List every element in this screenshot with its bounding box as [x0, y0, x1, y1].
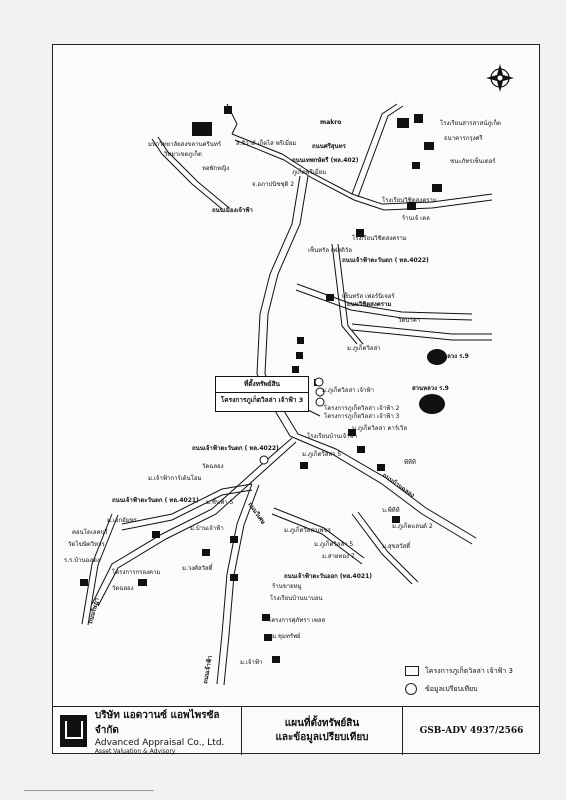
label-project-g: โครงการศุภัทรา เพลส	[268, 617, 326, 624]
building-icon	[377, 464, 385, 471]
label-road-4022-b: ถนนเจ้าฟ้าตะวันตก ( ทล.4022)	[192, 445, 279, 452]
map-title-line2: และข้อมูลเปรียบเทียบ	[275, 732, 369, 743]
document-code: GSB-ADV 4937/2566	[419, 726, 524, 736]
label-road-4022-a: ถนนเจ้าฟ้าตะวันตก ( ทล.4022)	[342, 257, 429, 264]
label-makro: makro	[320, 119, 342, 126]
location-map[interactable]	[52, 44, 540, 706]
subject-building-icon	[405, 666, 419, 676]
building-icon	[202, 549, 210, 556]
label-road-kathu: ถนนวิชิตสงคราม	[347, 301, 392, 308]
label-project-2: โครงการภูเก็ตวิลล่า เจ้าฟ้า 2	[324, 405, 400, 412]
label-project-kk: โครงการกรองคาม	[112, 569, 161, 576]
label-jbrakon: จ.อภาปนิชชุติ 2	[252, 181, 295, 188]
building-icon	[392, 516, 400, 523]
label-village-h: ม.ชุมทรัพย์	[272, 633, 301, 640]
building-icon	[230, 536, 238, 543]
label-road-chalong: ถนนบ้านฉลอง	[380, 471, 416, 500]
building-icon	[224, 106, 232, 114]
label-village-9: ม.บ้านเจ้าฟ้า	[190, 525, 224, 532]
label-school: โรงเรียนสารสาสน์ภูเก็ต	[440, 120, 501, 127]
building-icon	[412, 162, 420, 169]
building-icon	[424, 142, 434, 150]
label-temple: วัดนาคา	[398, 317, 421, 324]
bottom-divider	[24, 790, 154, 791]
label-road-soi: ถนนเจ้าฟ้า	[202, 655, 214, 685]
label-village-1: ม.ภูเก็ตวิลล่า	[347, 345, 381, 352]
label-village-b: ม.ภูเก็ตวิลล่า 5	[314, 541, 354, 548]
comparable-circle-icon	[405, 683, 417, 695]
label-ramkham: ธนาคารกรุงศรี	[444, 135, 483, 142]
label-dorm: หอพักหญิง	[202, 165, 230, 172]
label-university: มหาวิทยาลัยสงขลานครินทร์	[148, 141, 222, 148]
subject-property-callout[interactable]	[215, 376, 309, 412]
label-village-c: ม.สายทอง 7	[322, 553, 355, 560]
label-road-muang: ถนนเมืองเจ้าฟ้า	[212, 207, 253, 214]
label-road-4021-a: ถนนเจ้าฟ้าตะวันตก ( ทล.4021)	[112, 497, 199, 504]
building-icon	[230, 574, 238, 581]
footer-bar	[52, 706, 540, 755]
label-project-3: โครงการภูเก็ตวิลล่า เจ้าฟ้า 3	[324, 413, 400, 420]
label-village-7: ม.เจ้าฟ้าการ์เด้นโฮม	[148, 475, 202, 482]
legend-label-subject: โครงการภูเก็ตวิลล่า เจ้าฟ้า 3	[425, 666, 513, 675]
label-school-6: โรงเรียนบ้านนาบอน	[270, 595, 323, 602]
label-village-a: ม.ภูเก็ตวิลล่าเพชร	[284, 527, 331, 534]
label-shop: ร้านเจ้ เตล	[402, 215, 430, 222]
label-village-10: ม.เอกอัมพร	[107, 517, 137, 524]
label-chanaphat: ชนะภัทรเซ็นเตอร์	[450, 158, 496, 165]
callout-pointer	[308, 410, 320, 416]
label-bank: ส.ธิวาส์ เก็ตไส พรีเมี่ยม	[236, 140, 297, 147]
company-name-en: Advanced Appraisal Co., Ltd.	[94, 737, 225, 748]
map-title-block	[242, 707, 403, 755]
label-village-2: ม.ภูเก็ตวิลล่า เจ้าฟ้า	[322, 387, 374, 394]
company-logo	[60, 715, 87, 747]
label-park-2: สวนหลวง ร.9	[412, 385, 449, 392]
label-gas: บ.พีทีที	[382, 507, 400, 514]
legend-row-subject	[405, 662, 537, 680]
label-school-2: โรงเรียนวิชิตสงคราม	[382, 197, 437, 204]
label-village-pt: ม.สุขสวัสดิ์	[382, 543, 411, 550]
label-furniture: เซ็นทรัล เฟอร์นิเจอร์	[342, 293, 395, 300]
compass-icon	[486, 64, 514, 92]
company-block	[52, 707, 242, 755]
label-village-i: ม.เจ้าฟ้า	[240, 659, 263, 666]
label-school-5: ร.ร.บ้านฉลอง	[64, 557, 100, 564]
label-road-srisunthon: ถนนศรีสุนทร	[312, 143, 346, 150]
building-icon	[397, 118, 409, 128]
label-village-d: ม.วงศ์สวัสดิ์	[182, 565, 213, 572]
label-road-thepkasattri: ถนนเทพกษัตรี (ทล.402)	[292, 157, 359, 164]
legend-row-comparable	[405, 680, 537, 698]
map-legend	[405, 662, 537, 702]
label-condo: คอนโดเลคบุรี	[72, 529, 108, 536]
callout-project-name: โครงการภูเก็ตวิลล่า เจ้าฟ้า 3	[216, 392, 308, 408]
legend-label-comparable: ข้อมูลเปรียบเทียบ	[425, 684, 478, 693]
label-campus: วิทยาเขตภูเก็ต	[164, 151, 202, 158]
company-subtitle: Asset Valuation & Advisory	[94, 747, 176, 755]
building-icon	[152, 531, 160, 538]
label-school-3: โรงเรียนวิชิตสงคราม	[352, 235, 407, 242]
label-shop-2: ร้านขายหมู	[272, 583, 302, 590]
label-ptt: พีทีที	[404, 459, 416, 466]
building-icon	[192, 122, 212, 136]
label-temple-3: วัดโฆษิตวิหาร	[68, 541, 105, 548]
label-park-1: สวนหลวง ร.9	[432, 353, 469, 360]
building-icon	[296, 352, 303, 359]
building-icon	[264, 634, 272, 641]
label-road-rasada: ถนนรัษฎา	[87, 597, 101, 625]
building-icon	[414, 114, 423, 123]
label-temple-4: วัดฉลอง	[112, 585, 134, 592]
building-icon	[292, 366, 299, 373]
building-icon	[138, 579, 147, 586]
building-icon	[300, 462, 308, 469]
building-icon	[432, 184, 442, 192]
label-temple-2: วัดฉลอง	[202, 463, 224, 470]
building-icon	[80, 579, 88, 586]
label-village-pmt: ม.ภูเก็ตแลนด์ 2	[392, 523, 433, 530]
building-icon	[297, 337, 304, 344]
building-icon	[272, 656, 280, 663]
map-title-line1: แผนที่ตั้งทรัพย์สิน	[284, 718, 360, 729]
label-school-4: โรงเรียนบ้านเจ้าฟ้า	[307, 433, 358, 440]
label-festival: เซ็นทรัล เฟสติวัล	[308, 247, 352, 254]
building-icon	[357, 446, 365, 453]
label-sportcomplex: ภูเก็ตพรีเมี่ยม	[292, 169, 327, 176]
label-road-4021-b: ถนนเจ้าฟ้าตะวันออก (ทล.4021)	[284, 573, 373, 580]
company-name-th: บริษัท แอดวานซ์ แอพไพรซัล จำกัด	[94, 709, 220, 736]
label-village-6: ม.ภูเก็ตวิลล่า คาร์เวิล	[352, 425, 408, 432]
callout-title: ที่ตั้งทรัพย์สิน	[244, 380, 280, 388]
label-village-5: ม.ภูเก็ตวิลล่า 5	[302, 451, 342, 458]
label-village-8: ม.ซื่นฟ้า 5	[206, 499, 234, 506]
building-icon	[326, 294, 334, 301]
label-road-wiset: ถนนวิเศษ	[246, 501, 267, 526]
